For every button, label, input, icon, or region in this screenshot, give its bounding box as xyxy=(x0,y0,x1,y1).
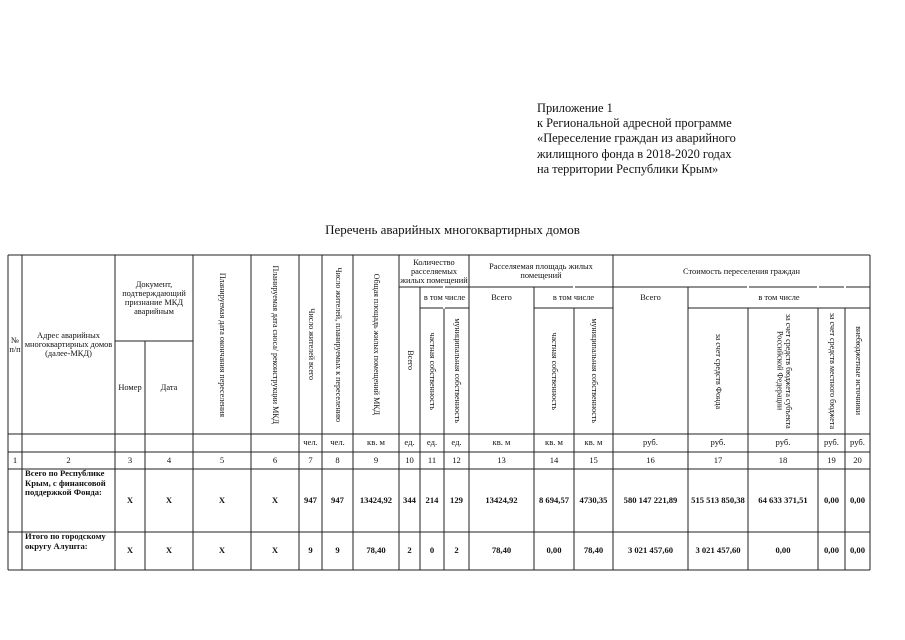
header-plan-end: Планируемая дата окончания переселения xyxy=(218,272,228,417)
column-number: 2 xyxy=(66,454,71,465)
unit-cell: кв. м xyxy=(367,437,385,448)
unit-cell: руб. xyxy=(775,437,791,448)
unit-cell: ед. xyxy=(426,437,438,448)
table-cell: 947 xyxy=(304,494,317,505)
table-cell: 344 xyxy=(403,494,416,505)
unit-cell: руб. xyxy=(643,437,658,448)
table-cell: Х xyxy=(165,545,173,556)
header-cost-local: за счет средств местного бюджета xyxy=(827,312,837,430)
table-cell: 3 021 457,60 xyxy=(695,545,741,556)
unit-cell: руб. xyxy=(824,437,839,448)
header-area: Расселяемая площадь жилых помещений xyxy=(489,262,593,280)
unit-cell: ед. xyxy=(404,437,415,448)
table-cell: 8 694,57 xyxy=(538,494,570,505)
table-cell: 214 xyxy=(425,494,439,505)
table-cell: 0,00 xyxy=(823,545,840,556)
column-number: 11 xyxy=(427,454,437,465)
table-cell: 0,00 xyxy=(849,545,866,556)
table-cell: Х xyxy=(271,545,279,556)
table-cell: Х xyxy=(165,494,173,505)
header-area-total: Всего xyxy=(491,293,512,302)
column-number: 10 xyxy=(405,454,414,465)
column-number: 17 xyxy=(713,454,723,465)
header-residents-planned: Число жителей, планируемых к переселению xyxy=(333,267,343,422)
header-rooms-count: Количество расселяемых жилых помещений xyxy=(400,257,468,285)
table-cell: 3 021 457,60 xyxy=(627,545,674,556)
header-rooms-incl: в том числе xyxy=(423,293,466,302)
table-cell: 9 xyxy=(308,545,313,556)
table-cell: 4730,35 xyxy=(579,494,608,505)
header-doc-date: Дата xyxy=(160,383,178,392)
header-area-municipal: муниципальная собственность xyxy=(589,318,599,424)
column-number: 16 xyxy=(646,454,655,465)
table-cell: Х xyxy=(218,494,226,505)
appendix-line: на территории Республики Крым» xyxy=(537,161,719,176)
header-cost-extra: внебюджетные источники xyxy=(853,326,863,416)
column-number: 13 xyxy=(497,454,506,465)
column-number: 9 xyxy=(373,454,379,465)
header-area-incl: в том числе xyxy=(552,293,595,302)
appendix-line: «Переселение граждан из аварийного xyxy=(537,131,736,146)
document-title: Перечень аварийных многоквартирных домов xyxy=(325,222,580,237)
row-address: Итого по городскому округу Алушта: xyxy=(25,532,106,551)
column-number: 14 xyxy=(549,454,559,465)
column-number: 8 xyxy=(335,454,340,465)
column-number: 18 xyxy=(778,454,788,465)
unit-cell: ед. xyxy=(451,437,462,448)
table-cell: 0 xyxy=(429,545,435,556)
table-cell: 947 xyxy=(331,494,344,505)
column-number: 1 xyxy=(12,454,18,465)
table-cell: 515 513 850,38 xyxy=(691,494,745,505)
table-cell: 0,00 xyxy=(775,545,791,556)
table-cell: Х xyxy=(126,494,134,505)
table-cell: 9 xyxy=(335,545,340,556)
column-number: 5 xyxy=(219,454,225,465)
unit-cell: кв. м xyxy=(545,437,563,448)
table-cell: 0,00 xyxy=(823,494,840,505)
table-cell: 0,00 xyxy=(849,494,866,505)
column-number: 3 xyxy=(127,454,133,465)
column-number: 20 xyxy=(853,454,862,465)
appendix-line: Приложение 1 xyxy=(537,101,613,115)
header-num: № п/п xyxy=(9,335,21,354)
header-cost-total: Всего xyxy=(640,293,661,302)
header-rooms-municipal: муниципальная собственность xyxy=(452,318,462,424)
unit-cell: чел. xyxy=(303,437,318,448)
header-document: Документ, подтверждающий признание МКД аварийным xyxy=(122,280,186,316)
header-plan-demolish: Планируемая дата сноса/ реконструкции МКД xyxy=(271,265,281,424)
table-cell: 0,00 xyxy=(546,545,562,556)
table-cell: 78,40 xyxy=(366,545,386,556)
column-number: 15 xyxy=(589,454,598,465)
appendix-line: к Региональной адресной программе xyxy=(537,116,732,131)
table-cell: 2 xyxy=(407,545,412,556)
header-total-area: Общая площадь жилых помещений МКД xyxy=(372,273,382,416)
unit-cell: чел. xyxy=(330,437,345,448)
header-residents-total: Число жителей всего xyxy=(306,308,316,381)
header-cost-region: за счет средств бюджета субъекта Российской Федерации xyxy=(775,313,793,429)
unit-cell: руб. xyxy=(850,437,865,448)
header-cost: Стоимость переселения граждан xyxy=(683,266,800,276)
table-cell: 580 147 221,89 xyxy=(623,494,678,505)
table-cell: 78,40 xyxy=(491,545,512,556)
unit-cell: кв. м xyxy=(584,437,603,448)
header-cost-incl: в том числе xyxy=(758,293,800,302)
column-number: 4 xyxy=(166,454,172,465)
column-number: 7 xyxy=(308,454,313,465)
table-cell: 64 633 371,51 xyxy=(758,494,808,505)
header-address: Адрес аварийных многоквартирных домов (далее-МКД) xyxy=(24,331,113,358)
header-rooms-private: частная собственность xyxy=(428,332,438,410)
table-cell: 13424,92 xyxy=(359,494,393,505)
appendix-line: жилищного фонда в 2018-2020 годах xyxy=(537,146,732,161)
table-cell: Х xyxy=(126,545,134,556)
table-cell: 78,40 xyxy=(583,545,604,556)
column-number: 6 xyxy=(272,454,278,465)
header-rooms-total: Всего xyxy=(405,350,415,371)
unit-cell: руб. xyxy=(710,437,726,448)
header-cost-fund: за счет средств Фонда xyxy=(714,333,724,409)
table-cell: 13424,92 xyxy=(485,494,518,505)
column-number: 19 xyxy=(827,454,836,465)
table-cell: 129 xyxy=(450,494,463,505)
row-address: Всего по Республике Крым, с финансовой поддержкой Фонда: xyxy=(25,469,106,498)
table-cell: Х xyxy=(271,494,279,505)
table-cell: Х xyxy=(218,545,226,556)
table-cell: 2 xyxy=(454,545,459,556)
header-doc-number: Номер xyxy=(118,383,142,392)
column-number: 12 xyxy=(452,454,461,465)
header-area-private: частная собственность xyxy=(550,332,560,410)
unit-cell: кв. м xyxy=(492,437,511,448)
